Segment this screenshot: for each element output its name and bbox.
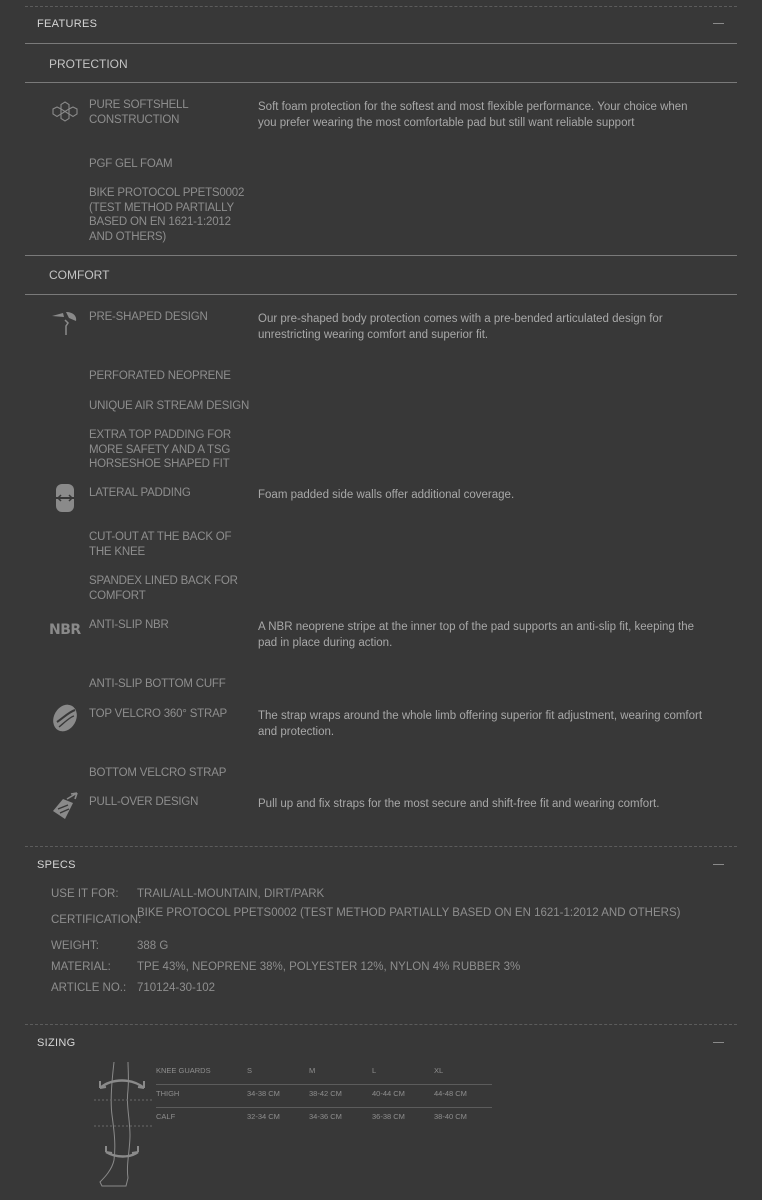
spec-value-use: TRAIL/ALL-MOUNTAIN, DIRT/PARK xyxy=(137,888,325,900)
feature-desc-pre-shaped: Our pre-shaped body protection comes with a pre-bended articulated design for unrestricting wearing comfort and superior fit. xyxy=(258,313,663,341)
feature-desc-pull-over: Pull up and fix straps for the most secure and shift-free fit and wearing comfort. xyxy=(258,798,660,810)
features-divider xyxy=(25,43,737,44)
sizing-cell: 34-36 CM xyxy=(309,1112,342,1121)
feature-name-anti-slip-cuff: ANTI-SLIP BOTTOM CUFF xyxy=(89,678,226,690)
feature-name-anti-slip-nbr: ANTI-SLIP NBR xyxy=(89,619,169,631)
features-collapse-icon[interactable] xyxy=(713,23,724,24)
feature-name-extra-top-padding: EXTRA TOP PADDING FOR MORE SAFETY AND A TSG HORSESHOE SHAPED FIT xyxy=(89,429,231,470)
sizing-collapse-icon[interactable] xyxy=(713,1042,724,1043)
comfort-top-divider xyxy=(25,255,737,256)
features-title[interactable]: FEATURES xyxy=(37,18,98,30)
spec-label-certification: CERTIFICATION: xyxy=(51,914,142,926)
feature-name-bike-protocol: BIKE PROTOCOL PPETS0002 (TEST METHOD PARTIALLY BASED ON EN 1621-1:2012 AND OTHERS) xyxy=(89,187,245,243)
feature-name-bottom-velcro: BOTTOM VELCRO STRAP xyxy=(89,767,227,779)
feature-name-spandex: SPANDEX LINED BACK FOR COMFORT xyxy=(89,575,238,602)
feature-name-top-velcro: TOP VELCRO 360° STRAP xyxy=(89,708,228,720)
sizing-row-label: CALF xyxy=(156,1112,176,1121)
lateral-padding-icon xyxy=(49,482,81,514)
sizing-header-row xyxy=(156,1062,492,1085)
spec-label-weight: WEIGHT: xyxy=(51,940,99,952)
sizing-cell: 40-44 CM xyxy=(372,1089,405,1098)
feature-name-lateral-padding: LATERAL PADDING xyxy=(89,487,191,499)
protection-divider xyxy=(25,82,737,83)
sizing-row-label: THIGH xyxy=(156,1089,180,1098)
feature-name-pgf-gel-foam: PGF GEL FOAM xyxy=(89,158,173,170)
sizing-table xyxy=(156,1062,492,1130)
sizing-cell: 38-40 CM xyxy=(434,1112,467,1121)
specs-dashed-divider xyxy=(25,846,737,847)
spec-label-use: USE IT FOR: xyxy=(51,888,119,900)
nbr-icon: NBR xyxy=(49,622,81,638)
feature-name-pure-softshell: PURE SOFTSHELL CONSTRUCTION xyxy=(89,99,189,126)
protection-title: PROTECTION xyxy=(49,57,128,71)
feature-name-pre-shaped: PRE-SHAPED DESIGN xyxy=(89,311,208,323)
sizing-header-m: M xyxy=(309,1066,316,1075)
top-dashed-divider xyxy=(25,6,737,7)
spec-label-material: MATERIAL: xyxy=(51,961,111,973)
pull-over-icon xyxy=(49,791,81,823)
feature-name-pull-over: PULL-OVER DESIGN xyxy=(89,796,199,808)
spec-value-weight: 388 G xyxy=(137,940,169,952)
spec-value-material: TPE 43%, NEOPRENE 38%, POLYESTER 12%, NYLON 4% RUBBER 3% xyxy=(137,961,521,973)
velcro-strap-icon xyxy=(49,702,81,734)
sizing-header-xl: XL xyxy=(434,1066,444,1075)
comfort-divider xyxy=(25,294,737,295)
sizing-cell: 32-34 CM xyxy=(247,1112,280,1121)
sizing-title[interactable]: SIZING xyxy=(37,1037,76,1049)
specs-title[interactable]: SPECS xyxy=(37,859,76,871)
knee-measure-icon xyxy=(92,1060,154,1190)
honeycomb-icon xyxy=(49,96,81,128)
feature-desc-lateral-padding: Foam padded side walls offer additional coverage. xyxy=(258,489,515,501)
feature-desc-pure-softshell: Soft foam protection for the softest and most flexible performance. Your choice when you prefer wearing the most comfortable pad but still want reliable support xyxy=(258,101,688,129)
sizing-cell: 34-38 CM xyxy=(247,1089,280,1098)
sizing-row-calf xyxy=(156,1108,492,1130)
sizing-header-l: L xyxy=(372,1066,377,1075)
feature-name-air-stream: UNIQUE AIR STREAM DESIGN xyxy=(89,400,250,412)
sizing-cell: 38-42 CM xyxy=(309,1089,342,1098)
pre-shaped-icon xyxy=(49,306,81,338)
feature-desc-anti-slip-nbr: A NBR neoprene stripe at the inner top of the pad supports an anti-slip fit, keeping the pad in place during action. xyxy=(258,621,694,649)
sizing-cell: 36-38 CM xyxy=(372,1112,405,1121)
spec-value-article: 710124-30-102 xyxy=(137,982,216,994)
feature-desc-top-velcro: The strap wraps around the whole limb offering superior fit adjustment, wearing comfort and protection. xyxy=(258,710,703,738)
feature-name-cut-out: CUT-OUT AT THE BACK OF THE KNEE xyxy=(89,531,232,558)
sizing-cell: 44-48 CM xyxy=(434,1089,467,1098)
spec-value-certification: BIKE PROTOCOL PPETS0002 (TEST METHOD PARTIALLY BASED ON EN 1621-1:2012 AND OTHERS) xyxy=(137,907,681,919)
sizing-dashed-divider xyxy=(25,1024,737,1025)
sizing-header-s: S xyxy=(247,1066,253,1075)
sizing-header-label: KNEE GUARDS xyxy=(156,1066,211,1075)
spec-label-article: ARTICLE NO.: xyxy=(51,982,127,994)
comfort-title: COMFORT xyxy=(49,268,110,282)
feature-name-perforated-neoprene: PERFORATED NEOPRENE xyxy=(89,370,231,382)
specs-collapse-icon[interactable] xyxy=(713,864,724,865)
sizing-row-thigh xyxy=(156,1085,492,1108)
